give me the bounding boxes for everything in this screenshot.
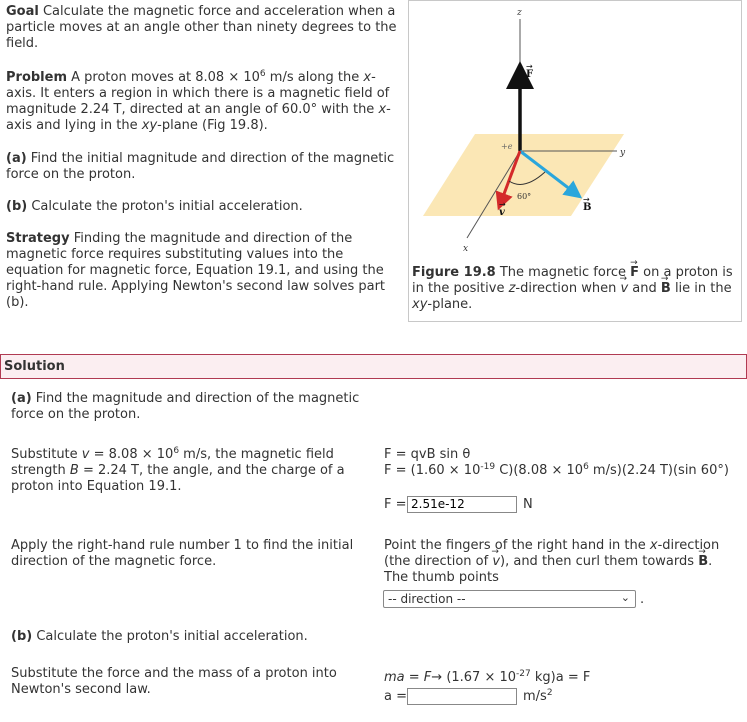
part-b-instruction: Substitute the force and the mass of a proton into Newton's second law. — [11, 666, 337, 697]
part-a-question: (a) Find the initial magnitude and direction of the magnetic force on the proton. — [6, 151, 395, 182]
part-b-equation-1: ma = $F\to (1.67 \times 10^{-27}$ kg)a = F — [384, 669, 591, 685]
velocity-vector-mark: → — [499, 200, 506, 209]
goal-text: Goal Calculate the magnetic force and acceleration when a particle moves at an angle other than ninety degrees to the field. — [6, 4, 397, 51]
step1-equation-2: $F = (1.60 \times 10^{-19}$ $C)(8.08 \times 10^6$ m/s)(2.24 T)(sin 60°) — [384, 462, 729, 478]
velocity-label: v — [499, 207, 505, 218]
force-answer-unit: N — [523, 497, 533, 512]
solution-part-a-title: (a) Find the magnitude and direction of the magnetic force on the proton. — [11, 391, 360, 422]
figure-box — [408, 0, 742, 322]
part-b-equation-2-label: a = — [384, 689, 407, 704]
strategy-text: Strategy Finding the magnitude and direction of the magnetic force requires substituting values into the equation for magnetic force, Equation 19.1, and using the right-hand rule. Applying Newton's second law solves part (b). — [6, 231, 386, 310]
step1-equation-3-label: F = — [384, 497, 407, 512]
step2-explanation: Point the fingers of the right hand in the x-direction (the direction of → v), and then curl them towards → B. The thumb points — [384, 538, 734, 586]
direction-dropdown-value: -- direction -- — [388, 592, 466, 606]
solution-part-b-title: (b) Calculate the proton's initial acceleration. — [11, 629, 308, 644]
step2-instruction: Apply the right-hand rule number 1 to find the initial direction of the magnetic force. — [11, 538, 354, 569]
chevron-down-icon: ⌄ — [620, 591, 630, 604]
z-axis-label: z — [517, 8, 522, 18]
problem-text: Problem A proton moves at $8.08 \times 10^6$ m/s along the x-axis. It enters a region in which there is a magnetic field of magnitude 2.24 T, directed at an angle of 60.0° with the x-axis and lying in the xy-plane (Fig 19.8). — [6, 69, 391, 133]
figure-19-8-diagram — [409, 1, 741, 261]
acceleration-unit: $m/s^2$ — [523, 688, 553, 704]
goal-label: Goal — [6, 4, 39, 19]
force-vector-mark: → — [526, 62, 533, 71]
dropdown-period: . — [640, 592, 645, 607]
force-label: F — [526, 69, 534, 80]
step1-instruction: Substitute $v = 8.08 \times 10^6$ m/s, the magnetic field strength B = 2.24 T, the angle, and the charge of a proton into Equation 19.1. — [11, 446, 345, 494]
problem-label: Problem — [6, 70, 67, 85]
direction-dropdown[interactable] — [383, 590, 636, 608]
figure-caption: Figure 19.8 The magnetic force → F on a proton is in the positive z-direction when → v and → B lie in the xy-plane. — [412, 265, 738, 313]
step1-equation-1: F = qvB sin θ — [384, 447, 471, 462]
solution-header-bar — [0, 354, 747, 379]
charge-label: +e — [501, 142, 513, 151]
field-label: B — [583, 202, 592, 213]
part-b-question: (b) Calculate the proton's initial acceleration. — [6, 199, 303, 214]
xy-plane — [423, 134, 624, 216]
solution-header: Solution — [4, 359, 65, 374]
acceleration-answer-input[interactable] — [407, 688, 517, 705]
force-answer-input[interactable] — [407, 496, 517, 513]
x-axis-label: x — [463, 244, 469, 254]
y-axis-label: y — [620, 148, 626, 158]
angle-label: 60° — [517, 192, 532, 201]
field-vector-mark: → — [583, 195, 590, 204]
strategy-label: Strategy — [6, 231, 70, 246]
